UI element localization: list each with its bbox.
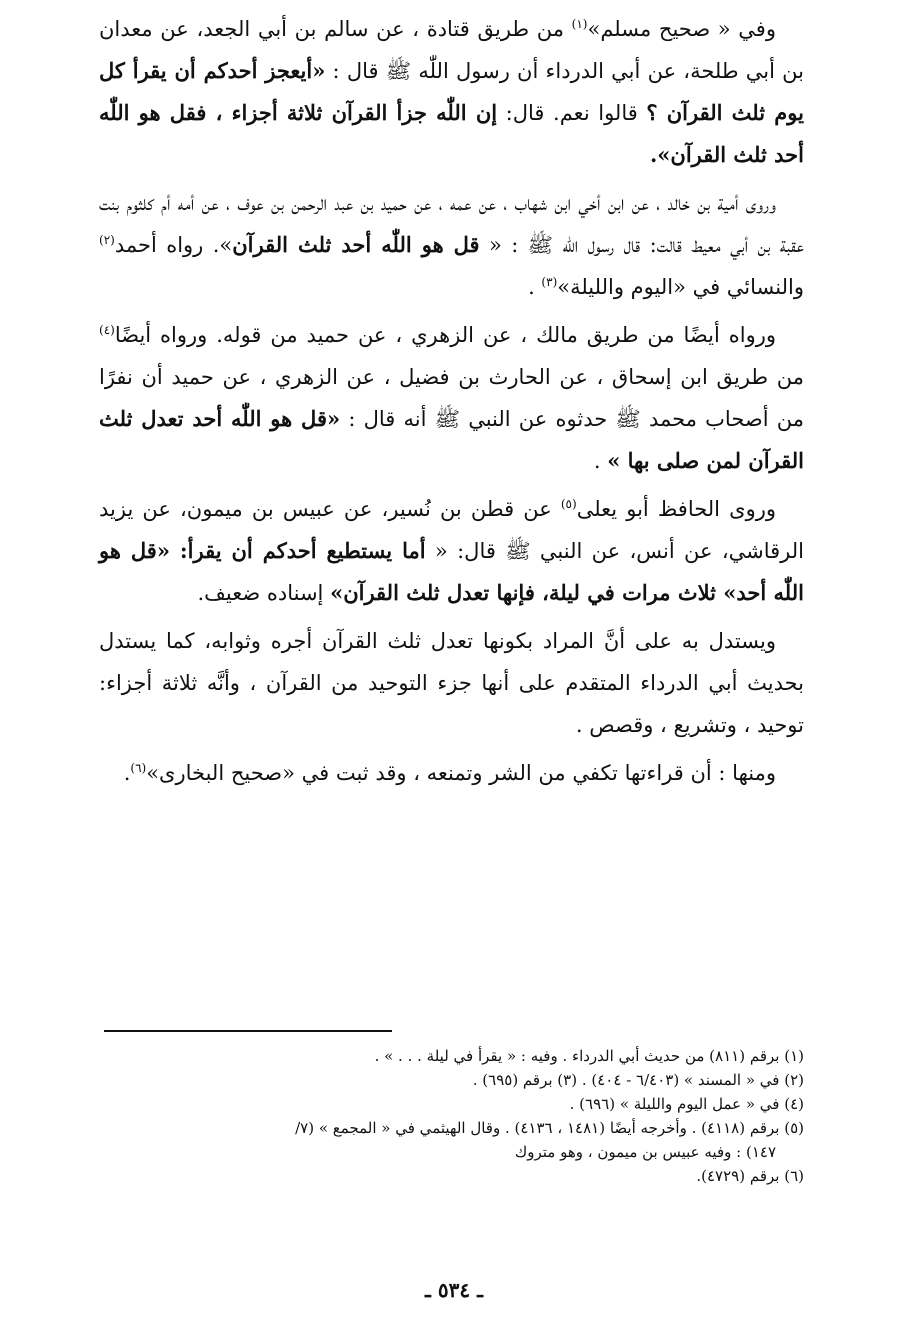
text-segment: وروى أمية بن خالد ، عن ابن أخي ابن شهاب ، عن عمه ، عن حميد بن عبد الرحمن بن عوف ، عن أمه أم كلثوم بنت عقبة بن أبي معيط قالت: قال رسول اللّٰه ﷺ : « — [99, 191, 804, 257]
footnotes — [99, 1044, 804, 1188]
text-segment: . — [123, 761, 131, 785]
paragraph — [99, 8, 804, 176]
hadith-quote: قل هو اللّٰه أحد ثلث القرآن — [232, 232, 480, 257]
text-segment: من طريق ابن إسحاق ، عن الحارث بن فضيل ، عن الزهري ، عن حميد أن نفرًا من أصحاب محمد ﷺ حدثوه عن النبي ﷺ أنه قال : — [99, 365, 804, 431]
hadith-quote: أما يستطيع أحدكم أن يقرأ: «قل هو اللّٰه أحد» ثلاث مرات في ليلة، فإنها تعدل ثلث القرآن» — [99, 538, 804, 605]
text-segment: ورواه أيضًا من طريق مالك ، عن الزهري ، عن حميد من قوله. ورواه أيضًا — [114, 323, 776, 347]
text-segment: ومنها : أن قراءتها تكفي من الشر وتمنعه ، وقد ثبت في «صحيح البخارى» — [146, 761, 776, 785]
text-segment: ». رواه أحمد — [114, 233, 233, 257]
text-segment: والنسائي في «اليوم والليلة» — [557, 275, 804, 299]
footnote-separator — [104, 1030, 392, 1032]
text-segment: . — [593, 449, 608, 473]
footnote-line: (٤) في « عمل اليوم والليلة » (٦٩٦) . — [569, 1095, 804, 1113]
text-segment: عن قطن بن نُسير، عن عبيس بن ميمون، عن يزيد الرقاشي، عن أنس، عن النبي ﷺ قال: « — [99, 497, 804, 563]
text-segment: قالوا نعم. قال: — [497, 101, 647, 125]
footnote-marker: (٤) — [99, 323, 115, 337]
footnote-marker: (٥) — [560, 497, 577, 511]
footnote-line: (٦) برقم (٤٧٢٩). — [696, 1167, 804, 1185]
text-segment: وفي « صحيح مسلم» — [587, 17, 776, 41]
text-segment: وروى الحافظ أبو يعلى — [576, 497, 776, 521]
footnote-marker: (٦) — [130, 761, 147, 775]
hadith-quote: «قل هو اللّٰه أحد تعدل ثلث القرآن لمن صلى بها » — [99, 406, 804, 473]
page-number: ـ ٥٣٤ ـ — [425, 1278, 483, 1302]
hadith-quote: «أيعجز أحدكم أن يقرأ كل يوم ثلث القرآن ؟ — [99, 58, 804, 125]
paragraph — [99, 620, 804, 746]
text-segment: ويستدل به على أنَّ المراد بكونها تعدل ثلث القرآن أجره وثوابه، كما يستدل بحديث أبي الدرداء المتقدم على أنها جزء التوحيد من القرآن ، وأنَّه ثلاثة أجزاء: توحيد ، وتشريع ، وقصص . — [99, 629, 804, 737]
hadith-quote: إن اللّٰه جزأ القرآن ثلاثة أجزاء ، فقل هو اللّٰه أحد ثلث القرآن». — [99, 100, 804, 167]
main-text — [99, 8, 804, 800]
footnote-line: (٥) برقم (٤١١٨) . وأخرجه أيضًا (١٤٨١ ، ٤١٣٦) . وقال الهيثمي في « المجمع » (٧/ — [295, 1119, 804, 1137]
text-segment: . — [528, 275, 542, 299]
footnote-line: (٢) في « المسند » (٦/٤٠٣ - ٤٠٤) . (٣) برقم (٦٩٥) . — [472, 1071, 804, 1089]
paragraph — [99, 182, 804, 308]
footnote-marker: (٢) — [99, 233, 115, 247]
footnote-marker: (٣) — [541, 275, 558, 289]
paragraph — [99, 488, 804, 614]
paragraph — [99, 314, 804, 482]
text-segment: من طريق قتادة ، عن سالم بن أبي الجعد، عن معدان بن أبي طلحة، عن أبي الدرداء أن رسول اللّٰه ﷺ قال : — [99, 17, 805, 83]
footnote-line: (١) برقم (٨١١) من حديث أبي الدرداء . وفيه : « يقرأ في ليلة . . . » . — [374, 1047, 804, 1065]
text-segment: إسناده ضعيف. — [197, 581, 331, 605]
paragraph — [99, 752, 804, 794]
footnote-line: ١٤٧) : وفيه عبيس بن ميمون ، وهو متروك — [514, 1143, 776, 1161]
footnote-marker: (١) — [571, 17, 588, 31]
